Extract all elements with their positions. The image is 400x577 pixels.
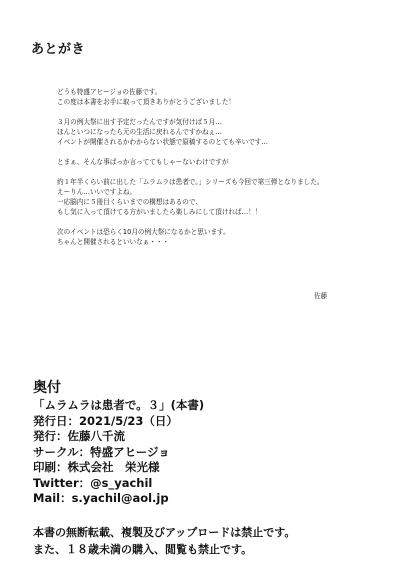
text-line: ３月の例大祭に出す予定だったんですが気付けば５月…: [57, 118, 222, 126]
text-line: この度は本書をお手に取って頂きありがとうございました！: [57, 98, 236, 106]
colophon-circle: サークル：特盛アヒージョ: [33, 444, 170, 459]
text-line: とまぁ、そんな事ばっか言っててもしゃーないわけですが: [57, 158, 229, 166]
colophon-mail: Mail：s.yachil@aol.jp: [33, 491, 169, 505]
notice-line: 本書の無断転載、複製及びアップロードは禁止です。: [33, 526, 296, 539]
colophon-twitter: Twitter：@s_yachil: [33, 475, 153, 490]
copyright-notice: [33, 524, 295, 558]
colophon-book-title: 「ムラムラは患者で。３」(本書): [33, 398, 205, 412]
colophon: [33, 380, 204, 507]
colophon-issue-date: 発行日：2021/5/23（日）: [33, 413, 178, 428]
afterword-paragraph: [57, 117, 387, 147]
author-signature: 佐藤: [314, 292, 328, 300]
colophon-publisher: 発行：佐藤八千流: [33, 429, 125, 443]
text-line: 次のイベントは恐らく10月の例大祭になるかと思います。: [57, 228, 230, 236]
afterword-paragraph: [57, 227, 387, 247]
text-line: どうも特盛アヒージョの佐藤です。: [57, 88, 162, 96]
text-line: もし気に入って頂けてる方がいましたら楽しみにして頂ければ…！！: [57, 208, 262, 216]
text-line: 一応脳内に５冊目くらいまでの構想はあるので、: [57, 198, 202, 206]
text-line: イベントが開催されるかわからない状態で原稿するのとても辛いです…: [57, 138, 268, 146]
text-line: 約１年半くらい前に出した「ムラムラは患者で。」シリーズも今回で第三弾となりました。: [57, 178, 324, 186]
notice-line: また、１８歳未満の購入、閲覧も禁止です。: [33, 543, 253, 556]
text-line: ほんといつになったら元の生活に戻れるんですかねぇ…: [57, 128, 222, 136]
colophon-printer: 印刷：株式会社 栄光様: [33, 460, 160, 474]
afterword-body: [57, 87, 387, 257]
text-line: えーりん…いいですよね。: [57, 188, 137, 196]
text-line: ちゃんと開催されるといいなぁ・・・: [57, 238, 170, 246]
afterword-paragraph: [57, 157, 387, 167]
afterword-heading: あとがき: [31, 42, 86, 57]
colophon-title: 奥付: [33, 380, 61, 396]
afterword-paragraph: [57, 177, 387, 217]
afterword-paragraph: [57, 87, 387, 107]
